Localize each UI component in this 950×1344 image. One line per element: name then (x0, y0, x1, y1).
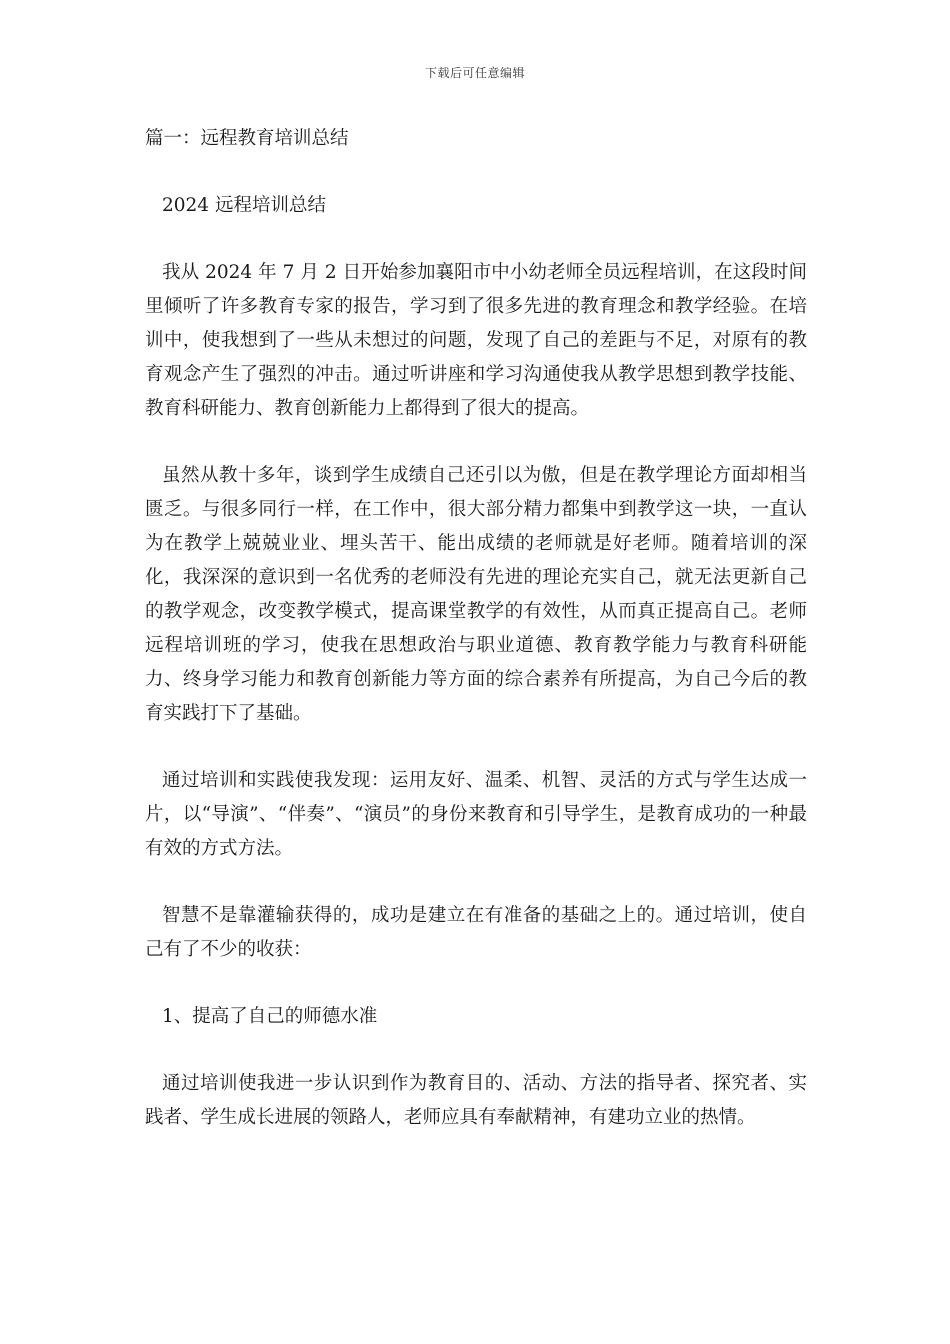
section-point-1-body: 通过培训使我进一步认识到作为教育目的、活动、方法的指导者、探究者、实践者、学生成长进展的领路人，老师应具有奉献精神，有建功立业的热情。 (145, 1073, 807, 1128)
page-header-note: 下载后可任意编辑 (424, 66, 525, 80)
paragraph-3: 通过培训和实践使我发现：运用友好、温柔、机智、灵活的方式与学生达成一片，以“导演”、“伴奏”、“演员”的身份来教育和引导学生，是教育成功的一种最有效的方式方法。 (145, 770, 807, 859)
paragraph-1: 我从 2024 年 7 月 2 日开始参加襄阳市中小幼老师全员远程培训，在这段时间里倾听了许多教育专家的报告，学习到了很多先进的教育理念和教学经验。在培训中，使我想到了一些从未想过的问题，发现了自己的差距与不足，对原有的教育观念产生了强烈的冲击。通过听讲座和学习沟通使我从教学思想到教学技能、教育科研能力、教育创新能力上都得到了很大的提高。 (145, 262, 807, 419)
document-body (145, 122, 807, 1168)
document-title: 篇一：远程教育培训总结 (145, 128, 349, 149)
paragraph-4: 智慧不是靠灌输获得的，成功是建立在有准备的基础之上的。通过培训，使自己有了不少的收获： (145, 905, 807, 960)
document-subtitle: 2024 远程培训总结 (162, 195, 326, 216)
section-point-1-heading: 1、提高了自己的师德水准 (162, 1006, 378, 1027)
paragraph-2: 虽然从教十多年，谈到学生成绩自己还引以为傲，但是在教学理论方面却相当匮乏。与很多同行一样，在工作中，很大部分精力都集中到教学这一块，一直认为在教学上兢兢业业、埋头苦干、能出成绩的老师就是好老师。随着培训的深化，我深深的意识到一名优秀的老师没有先进的理论充实自己，就无法更新自己的教学观念，改变教学模式，提高课堂教学的有效性，从而真正提高自己。老师远程培训班的学习，使我在思想政治与职业道德、教育教学能力与教育科研能力、终身学习能力和教育创新能力等方面的综合素养有所提高，为自己今后的教育实践打下了基础。 (145, 465, 807, 724)
